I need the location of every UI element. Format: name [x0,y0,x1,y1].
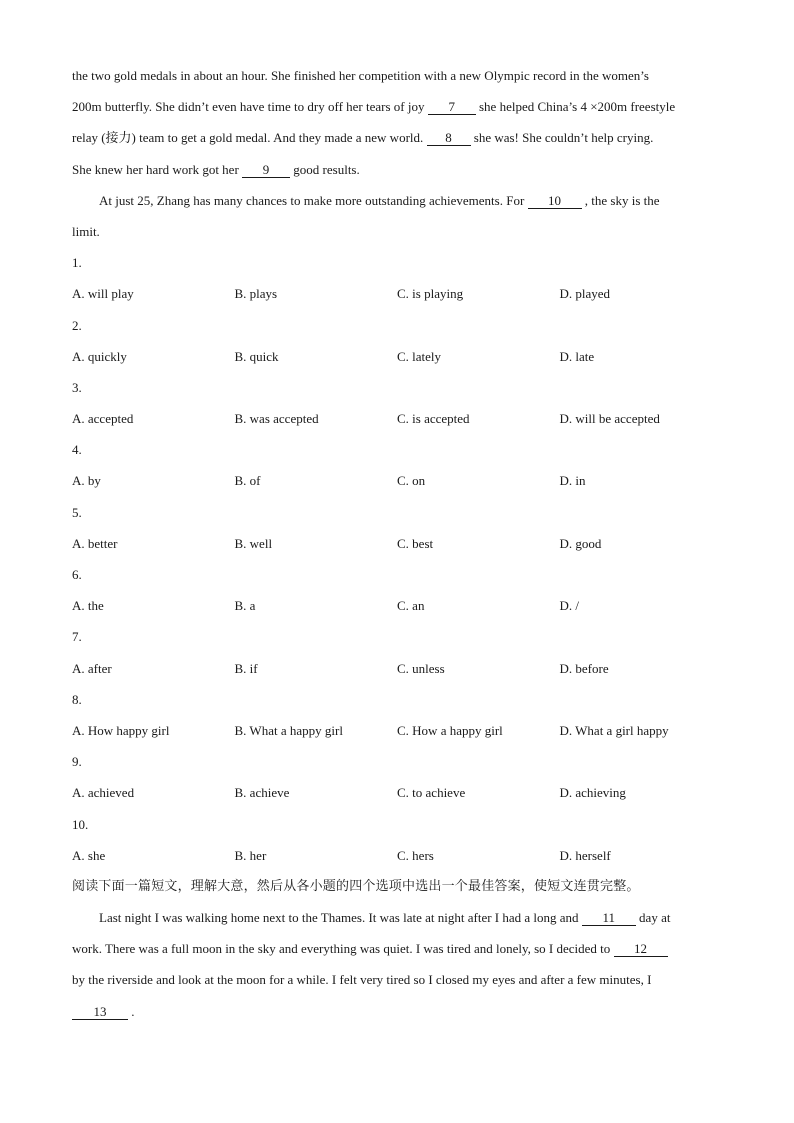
answer-option[interactable]: B. quick [234,348,279,364]
question-number: 3. [72,379,82,395]
passage2-line [72,996,732,1027]
answer-option[interactable]: A. she [72,847,106,863]
answer-option[interactable]: C. best [397,535,434,551]
question-options [72,528,732,559]
answer-option[interactable]: C. an [397,598,425,614]
answer-option[interactable]: C. unless [397,660,445,676]
blank-13[interactable]: 13 [72,1005,128,1020]
question-number: 1. [72,255,82,271]
question-list [72,247,732,871]
question-options [72,715,732,746]
answer-option[interactable]: D. late [559,348,595,364]
answer-option[interactable]: D. achieving [559,785,626,801]
text: She knew her hard work got her [72,161,243,177]
text: 200m butterfly. She didn’t even have time to dry off her tears of joy [72,99,428,115]
answer-option[interactable]: C. on [397,473,426,489]
answer-option[interactable]: B. What a happy girl [234,722,343,738]
question-options [72,590,732,621]
answer-option[interactable]: A. How happy girl [72,722,170,738]
blank-11[interactable]: 11 [582,911,636,926]
answer-option[interactable]: C. is playing [397,286,464,302]
question-options [72,840,732,871]
text: relay (接力) team to get a gold medal. And they made a new world. [72,130,427,146]
answer-option[interactable]: C. is accepted [397,411,470,427]
answer-option[interactable]: A. accepted [72,411,134,427]
text: she helped China’s 4 ×200m freestyle [475,99,676,115]
passage2-line [72,933,732,964]
blank-8[interactable]: 8 [427,131,471,146]
answer-option[interactable]: D. before [559,660,609,676]
question-options [72,341,732,372]
answer-option[interactable]: A. after [72,660,112,676]
text: Last night I was walking home next to the Thames. It was late at night after I had a long and [99,910,582,926]
text: At just 25, Zhang has many chances to make more outstanding achievements. For [99,192,528,208]
passage1-line [72,91,732,122]
section-instruction: 阅读下面一篇短文，理解大意，然后从各小题的四个选项中选出一个最佳答案，使短文连贯完整。 [72,878,640,894]
text: , the sky is the [581,192,660,208]
blank-7[interactable]: 7 [428,100,476,115]
question-number: 9. [72,754,82,770]
answer-option[interactable]: B. a [234,598,256,614]
blank-9[interactable]: 9 [242,163,290,178]
answer-option[interactable]: D. herself [559,847,611,863]
answer-option[interactable]: B. plays [234,286,278,302]
question-number: 4. [72,442,82,458]
passage1-line [72,185,732,216]
text: work. There was a full moon in the sky and everything was quiet. I was tired and lonely, so I decided to [72,941,614,957]
answer-option[interactable]: A. by [72,473,101,489]
answer-option[interactable]: D. good [559,535,602,551]
document-page [72,60,732,1027]
question-options [72,777,732,808]
question-options [72,403,732,434]
question-number: 7. [72,629,82,645]
question-number: 6. [72,567,82,582]
blank-12[interactable]: 12 [614,942,668,957]
question-options [72,653,732,684]
text: day at [635,910,671,926]
text: the two gold medals in about an hour. She finished her competition with a new Olympic record in the women’s [72,68,649,83]
text: limit. [72,223,100,239]
answer-option[interactable]: D. What a girl happy [559,722,669,738]
answer-option[interactable]: C. lately [397,348,442,364]
answer-option[interactable]: D. in [559,473,586,489]
question-number: 5. [72,504,82,520]
answer-option[interactable]: B. of [234,473,261,489]
answer-option[interactable]: C. to achieve [397,785,466,801]
question-number: 10. [72,816,89,832]
question-options [72,278,732,309]
answer-option[interactable]: B. if [234,660,258,676]
passage1-line [72,154,732,185]
answer-option[interactable]: A. achieved [72,785,135,801]
answer-option[interactable]: B. well [234,535,273,551]
answer-option[interactable]: D. / [559,598,579,614]
question-number: 8. [72,691,82,707]
blank-10[interactable]: 10 [528,194,582,209]
passage1-line [72,216,732,247]
passage1-line [72,122,732,153]
answer-option[interactable]: B. her [234,847,267,863]
answer-option[interactable]: A. quickly [72,348,127,364]
answer-option[interactable]: A. will play [72,286,134,302]
answer-option[interactable]: D. played [559,286,611,302]
answer-option[interactable]: A. the [72,598,104,614]
passage1-line [72,60,732,91]
answer-option[interactable]: D. will be accepted [559,411,660,427]
text: good results. [290,161,360,177]
answer-option[interactable]: B. was accepted [234,411,319,427]
text: by the riverside and look at the moon for a while. I felt very tired so I closed my eyes and after a few minutes, I [72,972,652,988]
question-options [72,465,732,496]
answer-option[interactable]: A. better [72,535,118,551]
passage2-line [72,902,732,933]
text: she was! She couldn’t help crying. [470,130,654,146]
question-number: 2. [72,317,82,333]
answer-option[interactable]: C. hers [397,847,434,863]
text: . [128,1003,135,1019]
answer-option[interactable]: C. How a happy girl [397,722,503,738]
passage2-line [72,964,732,995]
answer-option[interactable]: B. achieve [234,785,290,801]
